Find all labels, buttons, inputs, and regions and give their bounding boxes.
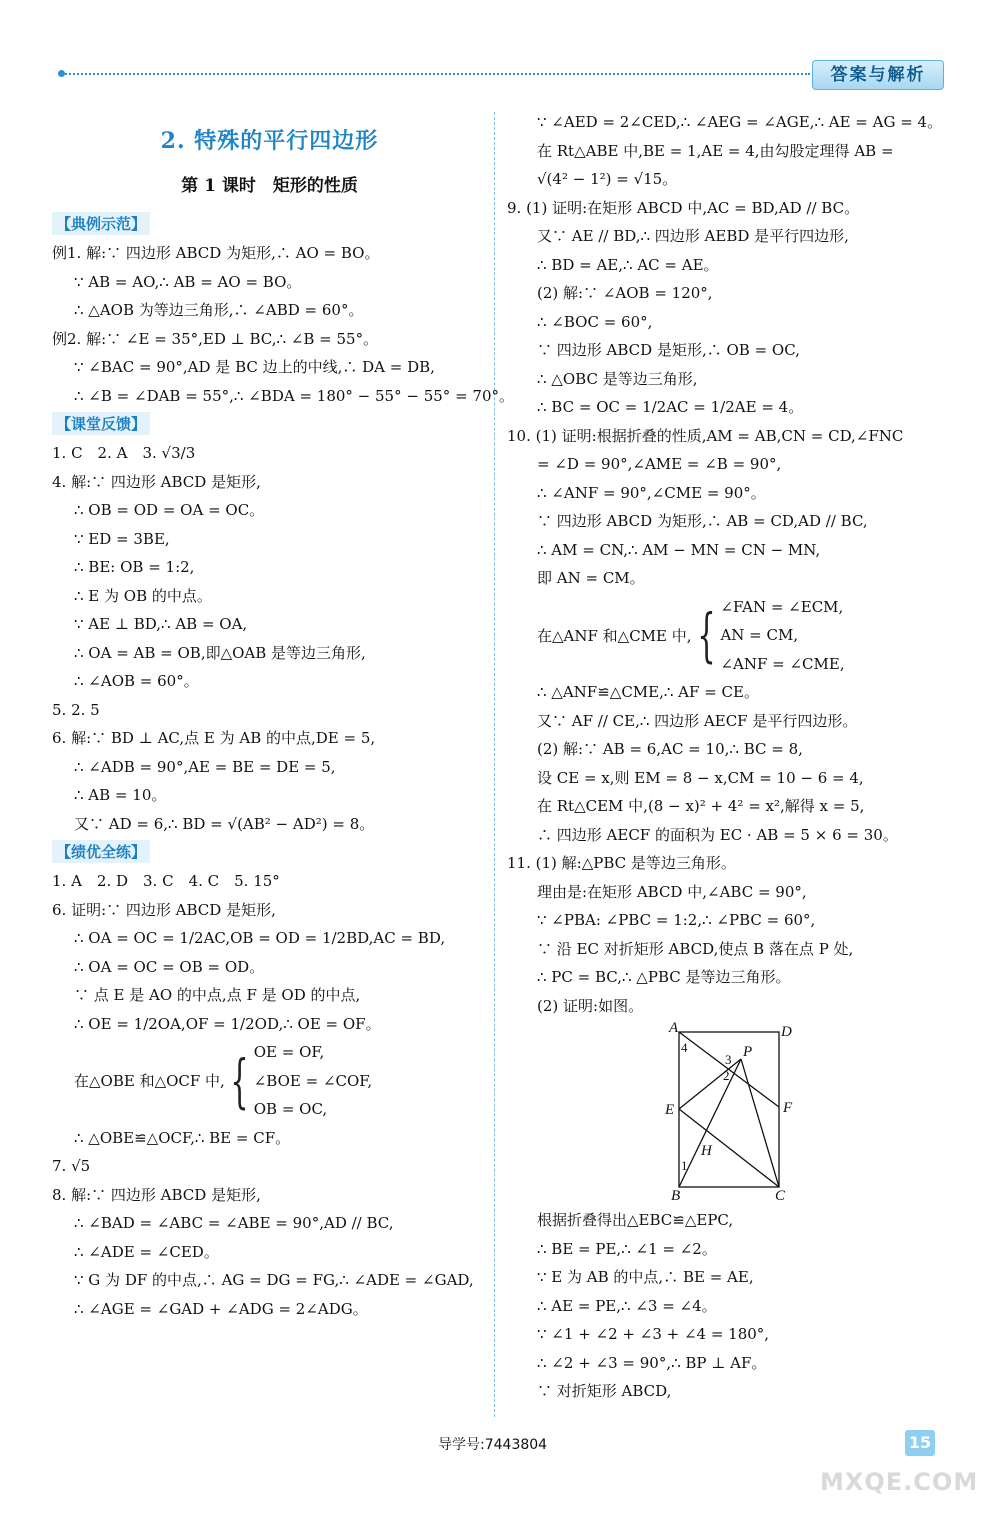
brace-glyph: { [230,1046,249,1115]
text-line: ∵ ∠PBA: ∠PBC = 1:2,∴ ∠PBC = 60°, [537,911,816,929]
text-line: ∴ OA = AB = OB,即△OAB 是等边三角形, [74,643,366,662]
brace-line: OB = OC, [253,1100,328,1118]
text-line: ∵ ∠1 + ∠2 + ∠3 + ∠4 = 180°, [537,1325,770,1343]
text-line: (2) 解:∵ ∠AOB = 120°, [537,284,713,302]
text-line: 设 CE = x,则 EM = 8 − x,CM = 10 − 6 = 4, [537,768,864,787]
angle-4-label: 4 [681,1040,688,1055]
text-line: ∵ AB = AO,∴ AB = AO = BO。 [74,272,302,291]
text-line: 4. 解:∵ 四边形 ABCD 是矩形, [52,472,261,491]
vertex-p-label: P [743,1044,753,1060]
vertex-a-label: A [669,1022,679,1036]
practice-9 [507,194,967,422]
text-line: ∴ BE = PE,∴ ∠1 = ∠2。 [537,1239,717,1258]
text-line: 在 Rt△ABE 中,BE = 1,AE = 4,由勾股定理得 AB = [537,141,894,160]
brace-line: ∠BOE = ∠COF, [253,1071,373,1090]
text-line: 例2. 解:∵ ∠E = 35°,ED ⊥ BC,∴ ∠B = 55°。 [52,329,379,348]
text-line: ∴ OE = 1/2OA,OF = 1/2OD,∴ OE = OF。 [74,1014,381,1033]
text-line: ∵ 对折矩形 ABCD, [537,1382,672,1400]
answer-1-5: 1. A 2. D 3. C 4. C 5. 15° [52,872,280,890]
text-line: ∴ OA = OC = 1/2AC,OB = OD = 1/2BD,AC = BD, [74,929,446,947]
text-line: 又∵ AD = 6,∴ BD = √(AB² − AD²) = 8。 [74,814,375,833]
brace-system [52,1038,487,1124]
segment-ec [679,1109,779,1187]
text-line: ∵ AE ⊥ BD,∴ AB = OA, [74,615,248,633]
text-line: ∴ BC = OC = 1/2AC = 1/2AE = 4。 [537,398,804,416]
practice-8 [52,1181,487,1324]
text-line: 根据折叠得出△EBC≌△EPC, [537,1211,734,1229]
vertex-c-label: C [775,1188,786,1200]
text-line: ∴ ∠AOB = 60°。 [74,672,199,690]
brace-line: AN = CM, [720,626,799,644]
text-line: ∴ 四边形 AECF 的面积为 EC · AB = 5 × 6 = 30。 [537,825,898,844]
text-line: 10. (1) 证明:根据折叠的性质,AM = AB,CN = CD,∠FNC [507,426,904,445]
brace-line: OE = OF, [253,1043,325,1061]
label-examples: 【典例示范】 [52,212,150,235]
page-number: 15 [905,1430,935,1456]
text-line: ∴ ∠AGE = ∠GAD + ∠ADG = 2∠ADG。 [74,1299,368,1318]
text-line: ∴ ∠2 + ∠3 = 90°,∴ BP ⊥ AF。 [537,1353,767,1372]
segment-ep [679,1059,741,1109]
text-line: ∴ AE = PE,∴ ∠3 = ∠4。 [537,1296,717,1315]
left-column [52,108,514,1323]
answer-7: 7. √5 [52,1157,91,1175]
text-line: ∴ △OBC 是等边三角形, [537,369,698,388]
brace-system [507,593,967,679]
practice-6 [52,896,487,1153]
text-line: 在 Rt△CEM 中,(8 − x)² + 4² = x²,解得 x = 5, [537,797,865,815]
answer-1-3: 1. C 2. A 3. √3/3 [52,444,196,462]
text-line: ∴ ∠B = ∠DAB = 55°,∴ ∠BDA = 180° − 55° − 55° = 70°。 [74,386,514,405]
vertex-f-label: F [783,1100,793,1116]
text-line: 理由是:在矩形 ABCD 中,∠ABC = 90°, [537,882,807,901]
column-divider [494,112,495,1417]
text-line: 又∵ AF // CE,∴ 四边形 AECF 是平行四边形。 [537,711,858,730]
text-line: ∴ △OBE≌△OCF,∴ BE = CF。 [74,1128,291,1147]
answer-4 [52,468,487,696]
segment-bp [679,1059,741,1187]
brace-line: ∠ANF = ∠CME, [720,654,845,673]
text-line: 6. 解:∵ BD ⊥ AC,点 E 为 AB 的中点,DE = 5, [52,729,376,747]
text-line: ∴ AM = CN,∴ AM − MN = CN − MN, [537,540,821,559]
angle-3-label: 3 [725,1052,732,1067]
text-line: ∴ BE: OB = 1:2, [74,558,195,576]
text-line: ∴ AB = 10。 [74,786,167,804]
text-line: ∵ 四边形 ABCD 是矩形,∴ OB = OC, [537,341,800,359]
example-2 [52,325,514,411]
text-line: (2) 证明:如图。 [537,996,644,1015]
label-practice: 【绩优全练】 [52,840,150,863]
text-line: 8. 解:∵ 四边形 ABCD 是矩形, [52,1185,261,1204]
text-line: 9. (1) 证明:在矩形 ABCD 中,AC = BD,AD // BC。 [507,198,860,217]
text-line: ∴ ∠ADB = 90°,AE = BE = DE = 5, [74,757,336,776]
text-line: 例1. 解:∵ 四边形 ABCD 为矩形,∴ AO = BO。 [52,244,380,262]
text-line: ∴ △AOB 为等边三角形,∴ ∠ABD = 60°。 [74,301,364,319]
brace-glyph: { [696,601,716,670]
text-line: ∵ ∠AED = 2∠CED,∴ ∠AEG = ∠AGE,∴ AE = AG = 4。 [537,113,943,131]
brace-line: ∠FAN = ∠ECM, [720,597,844,616]
text-line: ∵ 点 E 是 AO 的中点,点 F 是 OD 的中点, [74,986,361,1004]
text-line: 11. (1) 解:△PBC 是等边三角形。 [507,854,736,872]
header-rule [62,73,810,75]
angle-1-label: 1 [681,1158,688,1173]
guide-number: 导学号:7443804 [438,1437,548,1453]
geometry-figure [657,1022,817,1200]
angle-2-label: 2 [723,1068,730,1083]
vertex-d-label: D [781,1024,792,1040]
answer-5: 5. 2. 5 [52,700,100,719]
text-line: 6. 证明:∵ 四边形 ABCD 是矩形, [52,900,276,919]
brace-prefix: 在△OBE 和△OCF 中, [74,1072,225,1091]
text-line: 又∵ AE // BD,∴ 四边形 AEBD 是平行四边形, [537,227,849,245]
text-line: ∵ ED = 3BE, [74,529,170,548]
text-line: = ∠D = 90°,∠AME = ∠B = 90°, [537,455,782,473]
right-column [507,108,967,1406]
segment-pc [741,1059,779,1187]
text-line: ∵ 四边形 ABCD 为矩形,∴ AB = CD,AD // BC, [537,512,868,530]
text-line: ∴ PC = BC,∴ △PBC 是等边三角形。 [537,968,791,986]
vertex-b-label: B [671,1188,681,1200]
text-line: ∵ ∠BAC = 90°,AD 是 BC 边上的中线,∴ DA = DB, [74,358,435,376]
lesson-title: 第 1 课时 矩形的性质 [181,176,358,196]
brace-prefix: 在△ANF 和△CME 中, [537,626,692,645]
header-tag: 答案与解析 [812,60,944,90]
example-1 [52,239,487,325]
text-line: ∴ OB = OD = OA = OC。 [74,501,265,519]
point-h-label: H [701,1143,712,1159]
practice-11 [507,849,967,1406]
watermark: MXQE.COM [820,1468,979,1496]
text-line: ∴ BD = AE,∴ AC = AE。 [537,255,719,274]
vertex-e-label: E [665,1102,675,1118]
practice-8-continued [507,108,967,194]
text-line: ∴ ∠ADE = ∠CED。 [74,1242,219,1261]
text-line: ∴ △ANF≌△CME,∴ AF = CE。 [537,683,759,701]
text-line: ∵ G 为 DF 的中点,∴ AG = DG = FG,∴ ∠ADE = ∠GAD, [74,1271,474,1289]
text-line: √(4² − 1²) = √15。 [537,170,678,188]
practice-10 [507,422,967,850]
text-line: ∴ ∠BAD = ∠ABC = ∠ABE = 90°,AD // BC, [74,1214,394,1232]
answer-6 [52,724,487,838]
text-line: ∴ ∠BOC = 60°, [537,312,653,331]
text-line: ∴ E 为 OB 的中点。 [74,586,212,605]
section-title: 2. 特殊的平行四边形 [160,128,379,154]
text-line: ∵ 沿 EC 对折矩形 ABCD,使点 B 落在点 P 处, [537,939,854,958]
text-line: (2) 解:∵ AB = 6,AC = 10,∴ BC = 8, [537,740,803,758]
text-line: ∴ ∠ANF = 90°,∠CME = 90°。 [537,483,766,502]
text-line: 即 AN = CM。 [537,569,645,587]
label-feedback: 【课堂反馈】 [52,412,150,435]
text-line: ∴ OA = OC = OB = OD。 [74,957,265,976]
text-line: ∵ E 为 AB 的中点,∴ BE = AE, [537,1268,754,1286]
